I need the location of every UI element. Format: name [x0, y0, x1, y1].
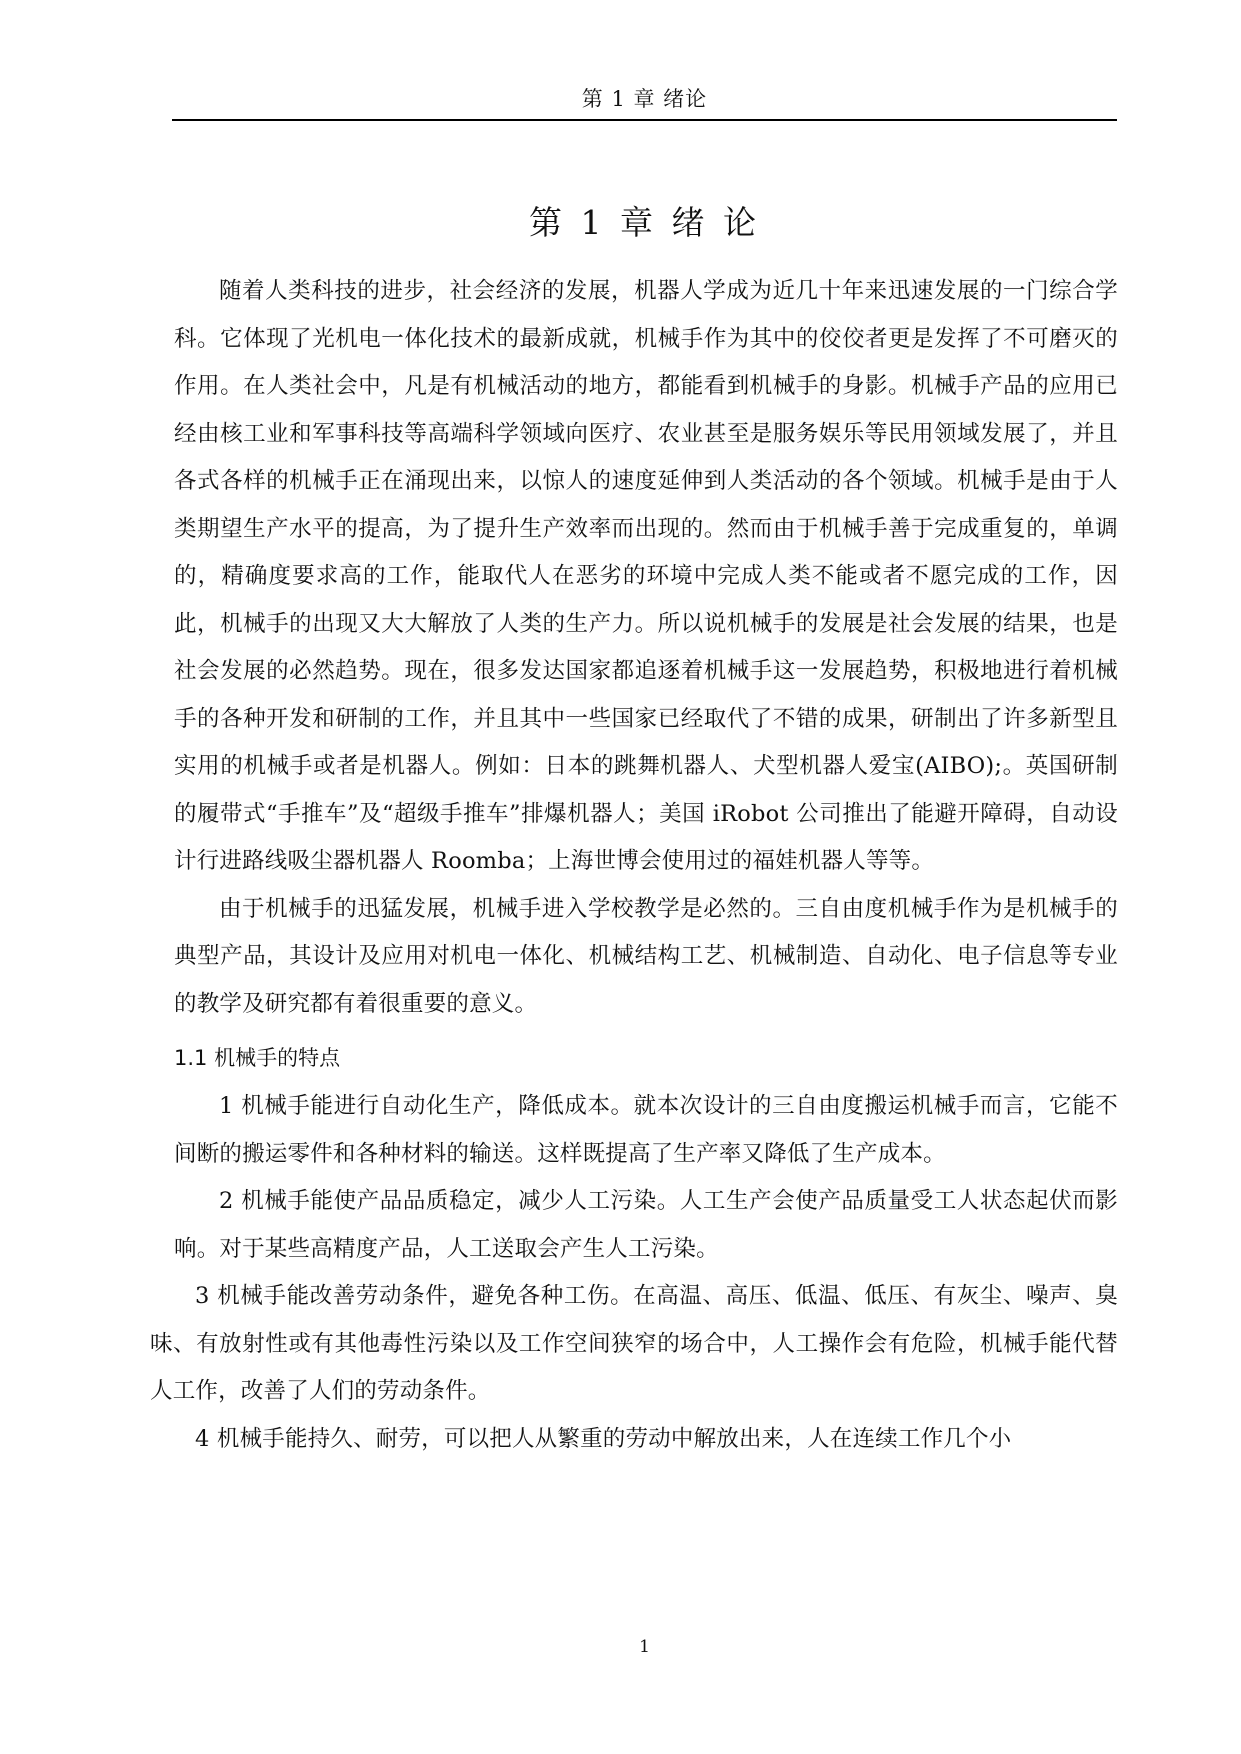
feature-item-2: 2 机械手能使产品品质稳定，减少人工污染。人工生产会使产品质量受工人状态起伏而影响。对于某些高精度产品，人工送取会产生人工污染。 [174, 1188, 1118, 1262]
feature-item-3: 3 机械手能改善劳动条件，避免各种工伤。在高温、高压、低温、低压、有灰尘、噪声、臭味、有放射性或有其他毒性污染以及工作空间狭窄的场合中，人工操作会有危险，机械手能代替人工作，改善了人们的劳动条件。 [150, 1283, 1118, 1404]
intro-paragraph-1: 随着人类科技的进步，社会经济的发展，机器人学成为近几十年来迅速发展的一门综合学科。它体现了光机电一体化技术的最新成就，机械手作为其中的佼佼者更是发挥了不可磨灭的作用。在人类社会中，凡是有机械活动的地方，都能看到机械手的身影。机械手产品的应用已经由核工业和军事科技等高端科学领域向医疗、农业甚至是服务娱乐等民用领域发展了，并且各式各样的机械手正在涌现出来，以惊人的速度延伸到人类活动的各个领域。机械手是由于人类期望生产水平的提高，为了提升生产效率而出现的。然而由于机械手善于完成重复的，单调的，精确度要求高的工作，能取代人在恶劣的环境中完成人类不能或者不愿完成的工作，因此，机械手的出现又大大解放了人类的生产力。所以说机械手的发展是社会发展的结果，也是社会发展的必然趋势。现在，很多发达国家都追逐着机械手这一发展趋势，积极地进行着机械手的各种开发和研制的工作，并且其中一些国家已经取代了不错的成果，研制出了许多新型且实用的机械手或者是机器人。例如：日本的跳舞机器人、犬型机器人爱宝(AIBO);。英国研制的履带式“手推车”及“超级手推车”排爆机器人；美国 iRobot 公司推出了能避开障碍，自动设计行进路线吸尘器机器人 Roomba；上海世博会使用过的福娃机器人等等。 [174, 278, 1118, 874]
intro-paragraph-2: 由于机械手的迅猛发展，机械手进入学校教学是必然的。三自由度机械手作为是机械手的典型产品，其设计及应用对机电一体化、机械结构工艺、机械制造、自动化、电子信息等专业的教学及研究都有着很重要的意义。 [174, 895, 1118, 1017]
feature-item-4: 4 机械手能持久、耐劳，可以把人从繁重的劳动中解放出来，人在连续工作几个小 [195, 1425, 1012, 1452]
section-heading: 1.1 机械手的特点 [174, 1046, 341, 1070]
chapter-title: 第 1 章 绪 论 [529, 203, 760, 242]
body-text [150, 268, 1118, 1463]
page-number: 1 [639, 1637, 650, 1657]
feature-item-1: 1 机械手能进行自动化生产，降低成本。就本次设计的三自由度搬运机械手而言，它能不间断的搬运零件和各种材料的输送。这样既提高了生产率又降低了生产成本。 [174, 1093, 1118, 1167]
running-header: 第 1 章 绪论 [581, 87, 708, 111]
header-rule [172, 119, 1117, 121]
